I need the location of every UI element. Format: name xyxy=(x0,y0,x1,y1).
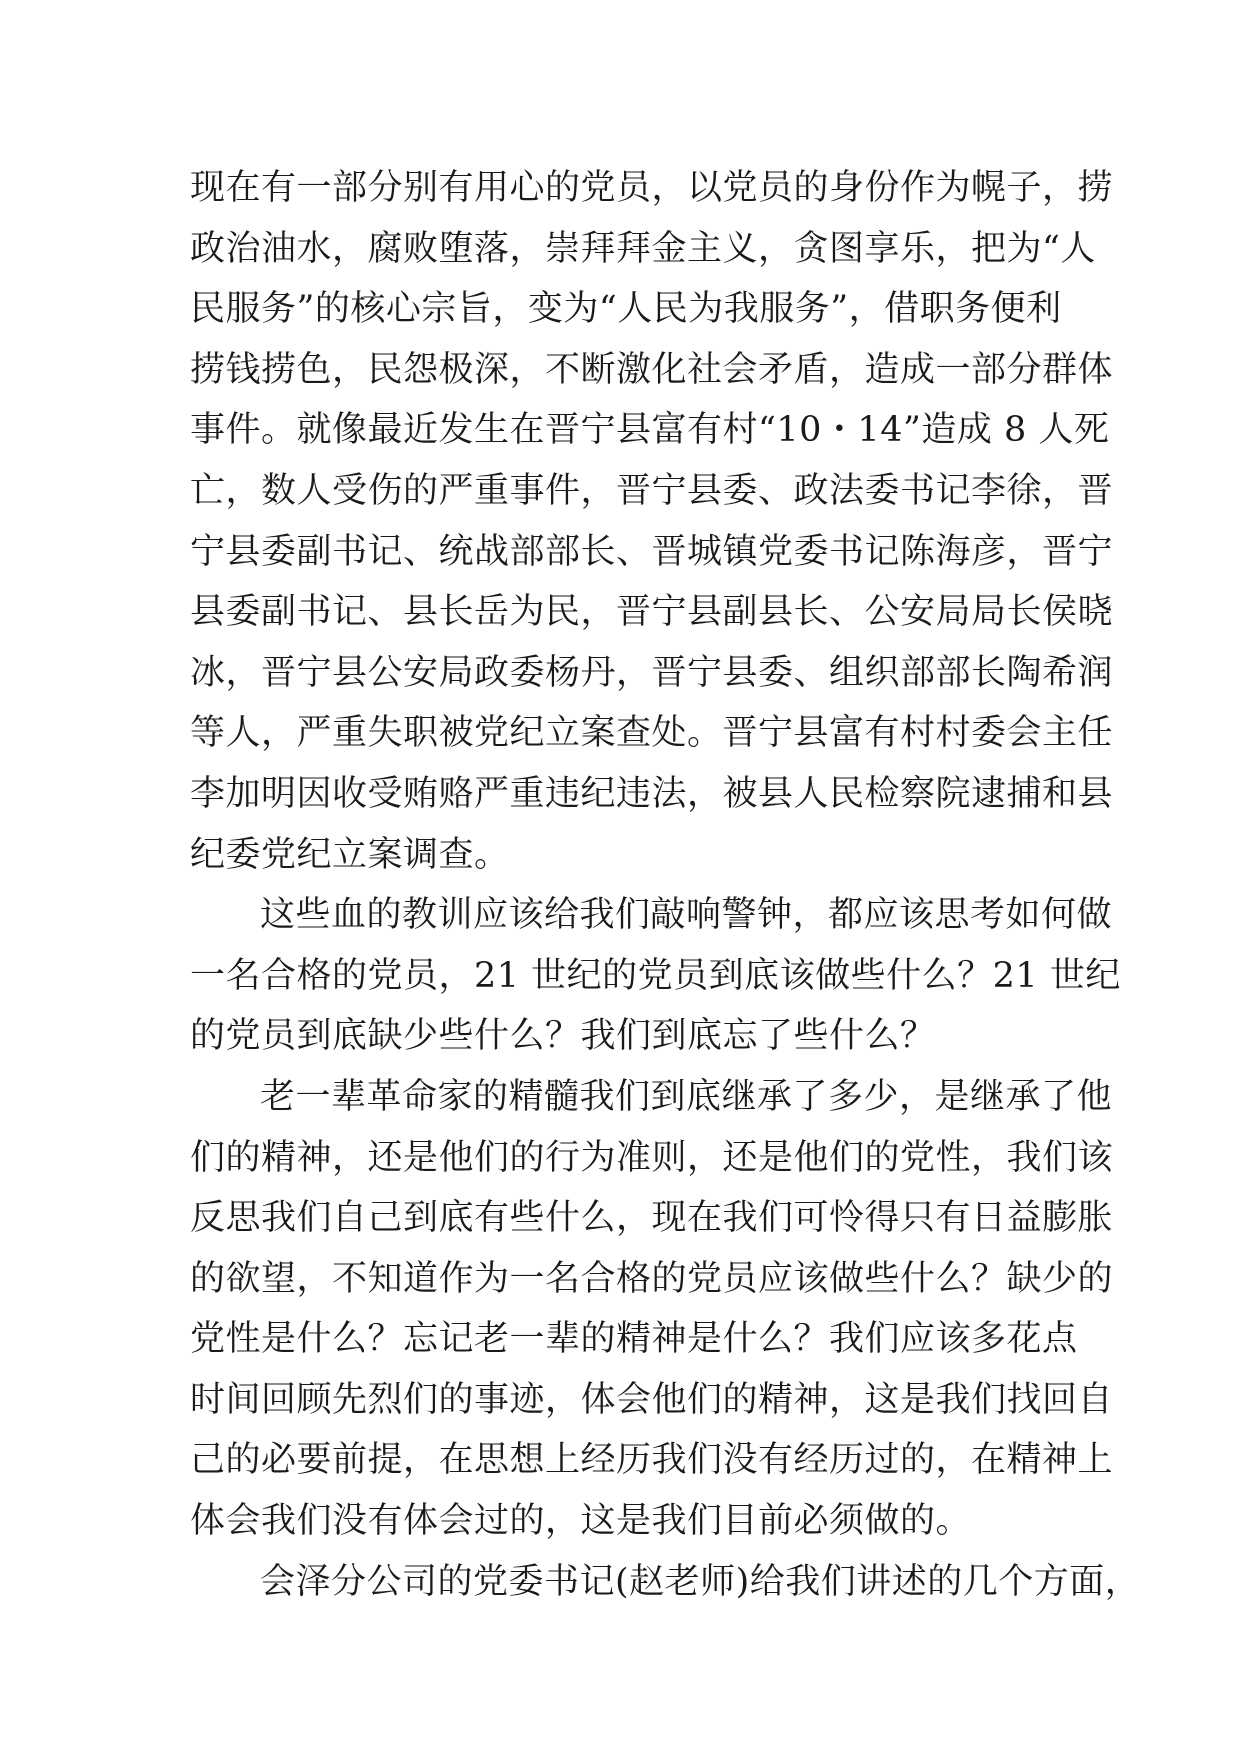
text-line: 党性是什么？忘记老一辈的精神是什么？我们应该多花点 xyxy=(190,1319,1078,1360)
text-line: 政治油水，腐败堕落，崇拜拜金主义，贪图享乐，把为“人 xyxy=(190,228,1096,269)
text-line: 会泽分公司的党委书记(赵老师)给我们讲述的几个方面， xyxy=(260,1561,1141,1602)
text-line: 一名合格的党员，21 世纪的党员到底该做些什么？21 世纪 xyxy=(190,955,1121,996)
text-line: 民服务”的核心宗旨，变为“人民为我服务”，借职务便利 xyxy=(190,289,1062,330)
text-line: 现在有一部分别有用心的党员，以党员的身份作为幌子，捞 xyxy=(190,168,1114,208)
text-line: 捞钱捞色，民怨极深，不断激化社会矛盾，造成一部分群体 xyxy=(190,349,1114,390)
body-text xyxy=(190,158,1141,1612)
text-line: 的党员到底缺少些什么？我们到底忘了些什么？ xyxy=(190,1016,936,1057)
text-line: 宁县委副书记、统战部部长、晋城镇党委书记陈海彦，晋宁 xyxy=(190,531,1114,572)
text-line: 等人，严重失职被党纪立案查处。晋宁县富有村村委会主任 xyxy=(190,713,1114,754)
text-line: 的欲望，不知道作为一名合格的党员应该做些什么？缺少的 xyxy=(190,1258,1114,1299)
text-line: 事件。就像最近发生在晋宁县富有村“10・14”造成 8 人死 xyxy=(190,410,1110,451)
text-line: 冰，晋宁县公安局政委杨丹，晋宁县委、组织部部长陶希润 xyxy=(190,652,1114,693)
text-line: 们的精神，还是他们的行为准则，还是他们的党性，我们该 xyxy=(190,1137,1114,1178)
text-line: 李加明因收受贿赂严重违纪违法，被县人民检察院逮捕和县 xyxy=(190,773,1114,814)
text-line: 这些血的教训应该给我们敲响警钟，都应该思考如何做 xyxy=(260,895,1113,936)
text-line: 体会我们没有体会过的，这是我们目前必须做的。 xyxy=(190,1501,972,1542)
text-line: 反思我们自己到底有些什么，现在我们可怜得只有日益膨胀 xyxy=(190,1198,1114,1239)
text-line: 时间回顾先烈们的事迹，体会他们的精神，这是我们找回自 xyxy=(190,1379,1114,1420)
text-line: 纪委党纪立案调查。 xyxy=(190,834,510,875)
text-line: 老一辈革命家的精髓我们到底继承了多少，是继承了他 xyxy=(260,1076,1113,1117)
text-line: 亡，数人受伤的严重事件，晋宁县委、政法委书记李徐，晋 xyxy=(190,470,1114,511)
text-line: 县委副书记、县长岳为民，晋宁县副县长、公安局局长侯晓 xyxy=(190,592,1114,633)
text-line: 己的必要前提，在思想上经历我们没有经历过的，在精神上 xyxy=(190,1440,1114,1481)
